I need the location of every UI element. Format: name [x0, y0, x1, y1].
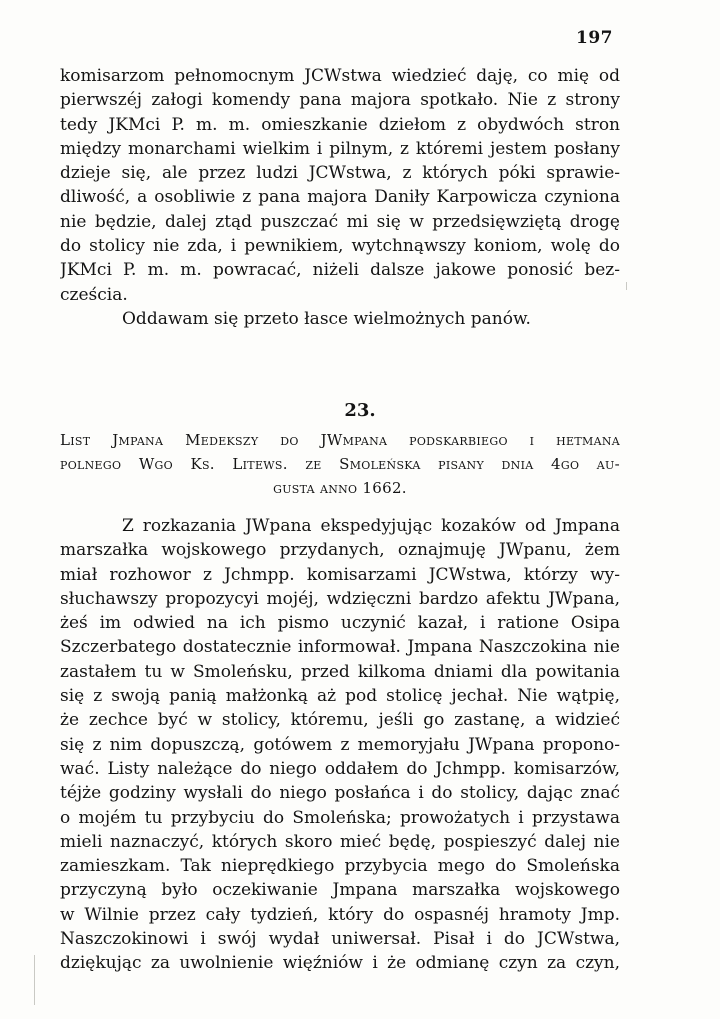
text-line: o mojém tu przybyciu do Smoleńska; prowożatych i przystawa [60, 807, 620, 828]
text-line: mieli naznaczyć, których skoro mieć będę, pospieszyć dalej nie [60, 831, 620, 852]
text-line: się z swoją panią małżonką aż pod stolicę jechał. Nie wątpię, [60, 686, 620, 707]
text-line: dzieje się, ale przez ludzi JCWstwa, z których póki sprawie- [60, 163, 620, 184]
page-number: 197 [576, 28, 613, 48]
section-number: 23. [344, 400, 376, 421]
text-line: dliwość, a osobliwie z pana majora Daniły Karpowicza czyniona [60, 187, 620, 208]
closing-line: Oddawam się przeto łasce wielmożnych panów. [122, 308, 531, 329]
text-line: nie będzie, dalej ztąd puszczać mi się w przedsięwziętą drogę [60, 211, 620, 232]
text-line: się z nim dopuszczą, gotówem z memoryjału JWpana propono- [60, 734, 620, 755]
text-line: Szczerbatego dostatecznie informował. Jmpana Naszczokina nie [60, 637, 620, 658]
text-line: zamieszkam. Tak nieprędkiego przybycia mego do Smoleńska [60, 856, 620, 877]
text-line: miał rozhowor z Jchmpp. komisarzami JCWstwa, którzy wy- [60, 564, 620, 585]
letter-body [60, 514, 620, 976]
text-line: żeś im odwied na ich pismo uczynić kazał, i ratione Osipa [60, 613, 620, 634]
title-line: List Jmpana Medekszy do JWmpana podskarbiego i hetmana [60, 431, 620, 449]
intro-paragraph [60, 64, 620, 331]
text-line: do stolicy nie zda, i pewnikiem, wytchnąwszy koniom, wolę do [60, 236, 620, 257]
scan-speck [626, 282, 627, 290]
text-line: komisarzom pełnomocnym JCWstwa wiedzieć daję, co mię od [60, 66, 620, 86]
text-line: zastałem tu w Smoleńsku, przed kilkoma dniami dla powitania [60, 661, 620, 682]
text-line: cześcia. [60, 284, 128, 305]
text-line: między monarchami wielkim i pilnym, z któremi jestem posłany [60, 138, 620, 159]
text-line: pierwszéj załogi komendy pana majora spotkało. Nie z strony [60, 90, 620, 111]
text-line: Naszczokinowi i swój wydał uniwersał. Pisał i do JCWstwa, [60, 929, 620, 950]
text-line: słuchawszy propozycyi mojéj, wdzięczni bardzo afektu JWpana, [60, 588, 620, 609]
title-line: polnego Wgo Ks. Litews. ze Smoleńska pisany dnia 4go au- [60, 455, 620, 473]
title-line: gusta anno 1662. [273, 479, 407, 497]
text-line: dziękując za uwolnienie więźniów i że odmianę czyn za czyn, [60, 953, 620, 974]
text-line: w Wilnie przez cały tydzień, który do ospasnéj hramoty Jmp. [60, 904, 620, 925]
text-line: JKMci P. m. m. powracać, niżeli dalsze jakowe ponosić bez- [60, 260, 620, 281]
scan-edge-mark [34, 955, 35, 1005]
text-line: tedy JKMci P. m. m. omieszkanie dziełom z obydwóch stron [60, 114, 620, 135]
text-line: przyczyną było oczekiwanie Jmpana marszałka wojskowego [60, 880, 620, 901]
text-line: marszałka wojskowego przydanych, oznajmuję JWpanu, żem [60, 540, 620, 561]
text-line: téjże godziny wysłali do niego posłańca i do stolicy, dając znać [60, 783, 620, 804]
letter-title [60, 428, 620, 500]
text-line: że zechce być w stolicy, któremu, jeśli go zastanę, a widzieć [60, 710, 620, 731]
text-line: Z rozkazania JWpana ekspedyjując kozaków od Jmpana [122, 516, 620, 536]
text-line: wać. Listy należące do niego oddałem do Jchmpp. komisarzów, [60, 758, 620, 779]
